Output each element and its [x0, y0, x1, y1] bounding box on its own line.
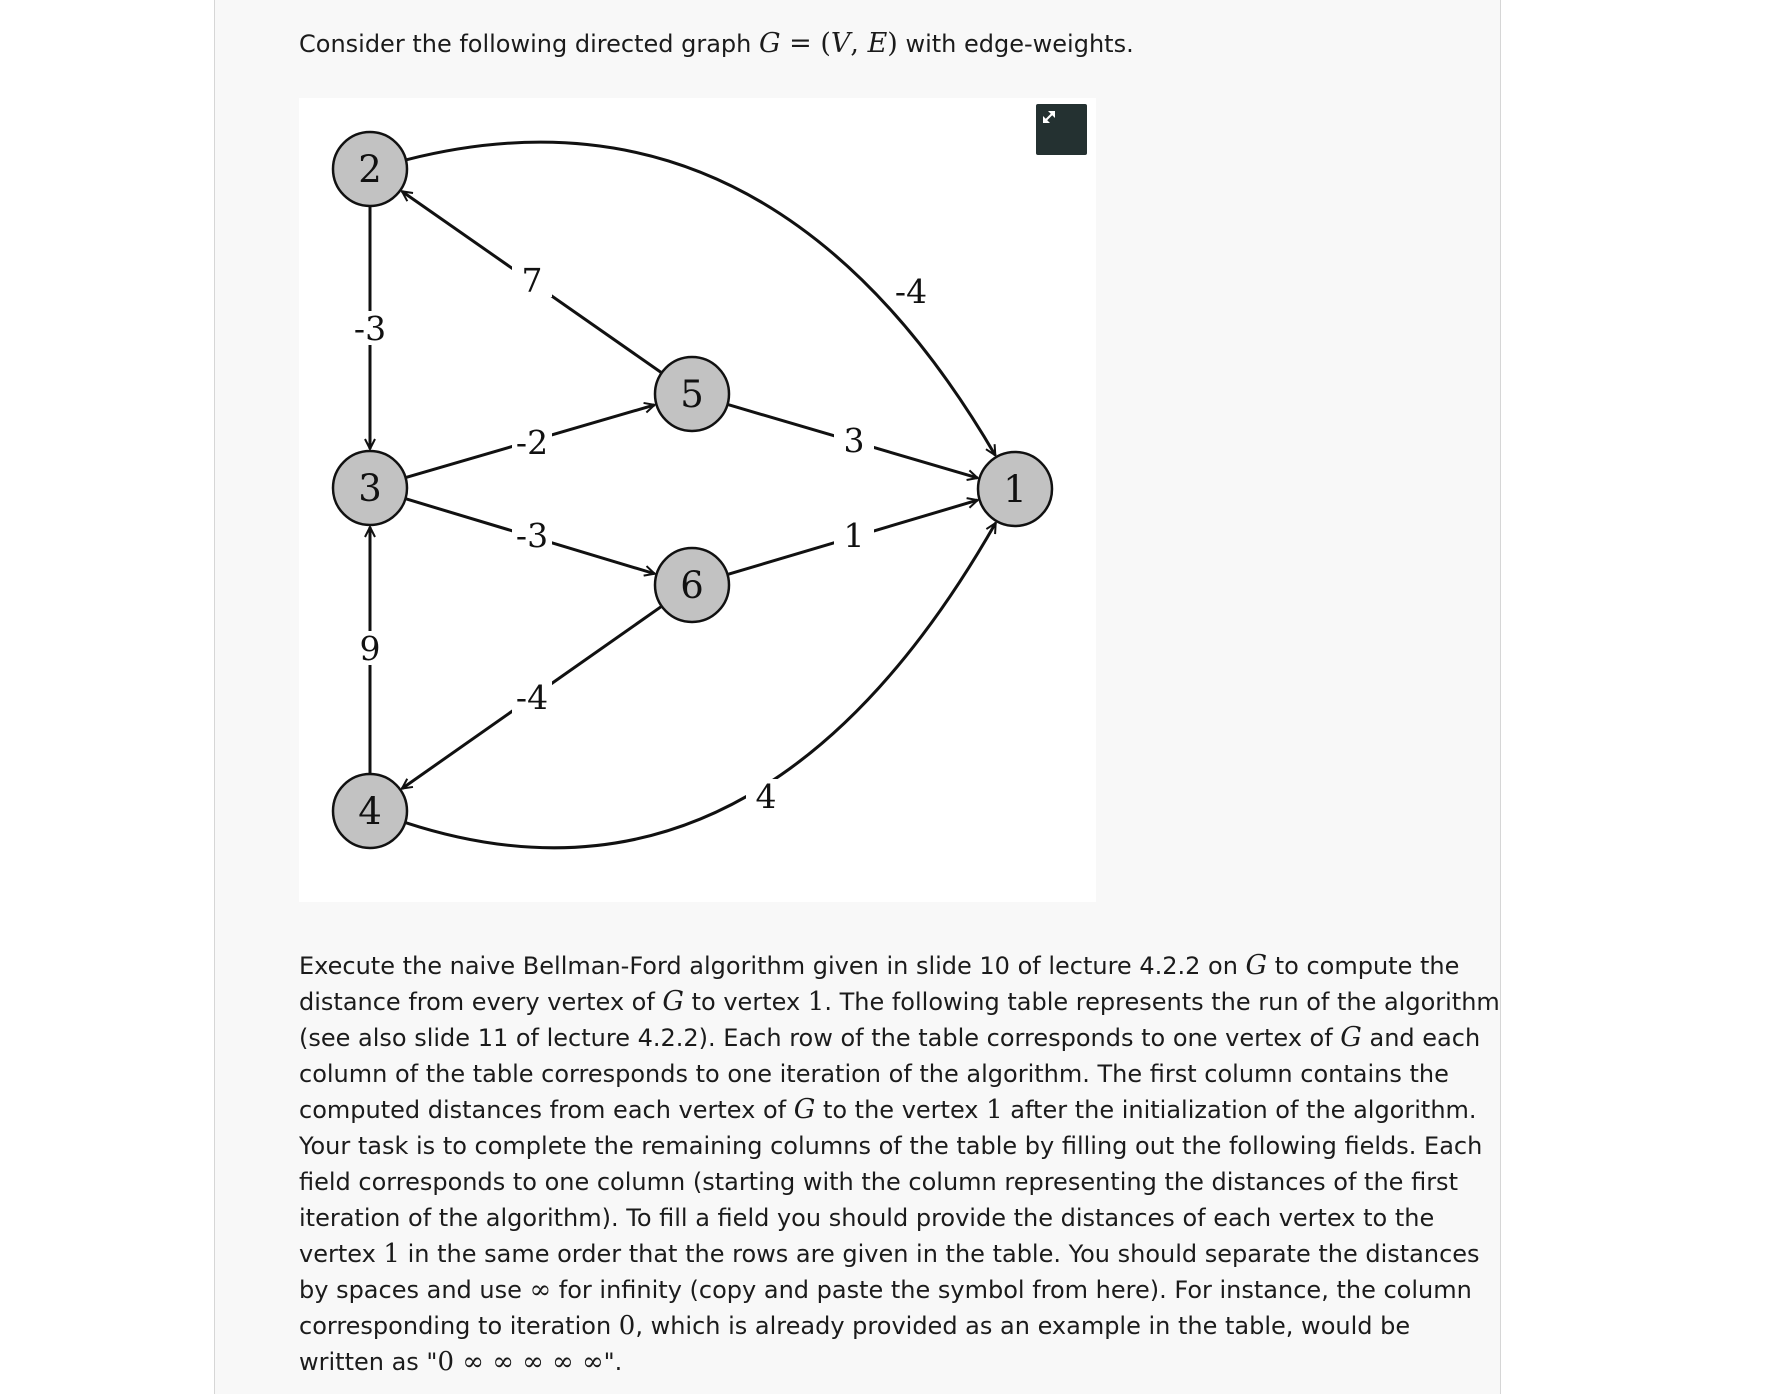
text-segment: distance from every vertex of	[299, 988, 663, 1016]
text-segment: vertex	[299, 1240, 384, 1268]
intro-text-after: with edge-weights.	[897, 30, 1134, 58]
formula-comma: ,	[850, 28, 868, 59]
text-segment: to compute the	[1267, 952, 1460, 980]
text-segment: and each	[1361, 1024, 1481, 1052]
instructions-line	[299, 1272, 1472, 1308]
math-value: 1	[807, 987, 825, 1017]
formula-eq: = (	[780, 28, 831, 59]
edge-weight-4-1: 4	[755, 777, 777, 816]
math-symbol: G	[1340, 1022, 1362, 1053]
text-segment: field corresponds to one column (starting with the column representing the distances of the first	[299, 1168, 1458, 1196]
text-segment: written as "	[299, 1348, 438, 1376]
text-segment: computed distances from each vertex of	[299, 1096, 794, 1124]
text-segment: by spaces and use	[299, 1276, 530, 1304]
instructions-line	[299, 1056, 1449, 1092]
instructions-line	[299, 1344, 1424, 1380]
edge-weight-6-1: 1	[843, 516, 865, 555]
text-segment: to vertex	[684, 988, 808, 1016]
instructions-line	[299, 1128, 1483, 1164]
node-layer	[333, 132, 1052, 848]
text-segment: , which is already provided as an example in the table, would be	[635, 1312, 1411, 1340]
graph-formula	[759, 28, 898, 59]
node-label-1: 1	[1003, 468, 1027, 511]
edge-weight-3-5: -2	[515, 423, 549, 462]
edge-weight-4-3: 9	[359, 629, 381, 668]
node-label-2: 2	[358, 148, 382, 191]
edge-weight-2-1: -4	[894, 272, 928, 311]
edge-layer	[370, 142, 996, 848]
edge-weight-5-1: 3	[843, 421, 865, 460]
expand-arrows-icon	[1036, 104, 1062, 130]
intro-sentence	[299, 26, 1449, 62]
intro-text-before: Consider the following directed graph	[299, 30, 759, 58]
node-label-5: 5	[680, 373, 704, 416]
text-segment: for infinity (copy and paste the symbol from here). For instance, the column	[551, 1276, 1472, 1304]
node-label-6: 6	[680, 564, 704, 607]
instructions-text	[299, 948, 1500, 1380]
instructions-line	[299, 1164, 1458, 1200]
edge-weight-5-2: 7	[521, 261, 543, 300]
formula-E: E	[867, 28, 888, 59]
node-label-3: 3	[358, 467, 382, 510]
text-segment: iteration of the algorithm). To fill a field you should provide the distances of each vertex to the	[299, 1204, 1435, 1232]
math-symbol: G	[1245, 950, 1268, 981]
edge-weight-6-4: -4	[515, 678, 549, 717]
instructions-line	[299, 984, 1500, 1020]
text-segment: column of the table corresponds to one iteration of the algorithm. The first column contains the	[299, 1060, 1449, 1088]
math-value: 0	[618, 1311, 636, 1341]
math-symbol: G	[662, 986, 684, 1017]
expand-image-button[interactable]	[1036, 104, 1087, 155]
text-segment: . The following table represents the run of the algorithm	[824, 988, 1500, 1016]
math-value: ∞	[529, 1275, 552, 1305]
node-label-4: 4	[358, 790, 382, 833]
text-segment: to the vertex	[815, 1096, 987, 1124]
math-symbol: G	[793, 1094, 816, 1125]
text-segment: ".	[603, 1348, 623, 1376]
edge-weight-3-6: -3	[515, 516, 549, 555]
edge-weight-2-3: -3	[353, 309, 387, 348]
formula-close: )	[887, 28, 898, 59]
graph-figure	[299, 98, 1096, 902]
formula-G: G	[758, 28, 781, 59]
instructions-line	[299, 1200, 1435, 1236]
instructions-line	[299, 1020, 1481, 1056]
text-segment: in the same order that the rows are given in the table. You should separate the distances	[399, 1240, 1480, 1268]
text-segment: corresponding to iteration	[299, 1312, 619, 1340]
math-value: 0 ∞ ∞ ∞ ∞ ∞	[437, 1347, 604, 1377]
text-segment: Your task is to complete the remaining columns of the table by filling out the following fields. Each	[299, 1132, 1483, 1160]
text-segment: after the initialization of the algorithm.	[1002, 1096, 1477, 1124]
math-value: 1	[986, 1095, 1003, 1125]
instructions-line	[299, 1092, 1477, 1128]
text-segment: Execute the naive Bellman-Ford algorithm given in slide 10 of lecture 4.2.2 on	[299, 952, 1246, 980]
edge-label-layer	[350, 261, 931, 816]
instructions-line	[299, 1308, 1424, 1344]
graph-diagram	[299, 98, 1096, 902]
text-segment: (see also slide 11 of lecture 4.2.2). Each row of the table corresponds to one vertex of	[299, 1024, 1341, 1052]
instructions-line	[299, 948, 1460, 984]
formula-V: V	[830, 28, 851, 59]
math-value: 1	[383, 1239, 400, 1269]
instructions-line	[299, 1236, 1480, 1272]
